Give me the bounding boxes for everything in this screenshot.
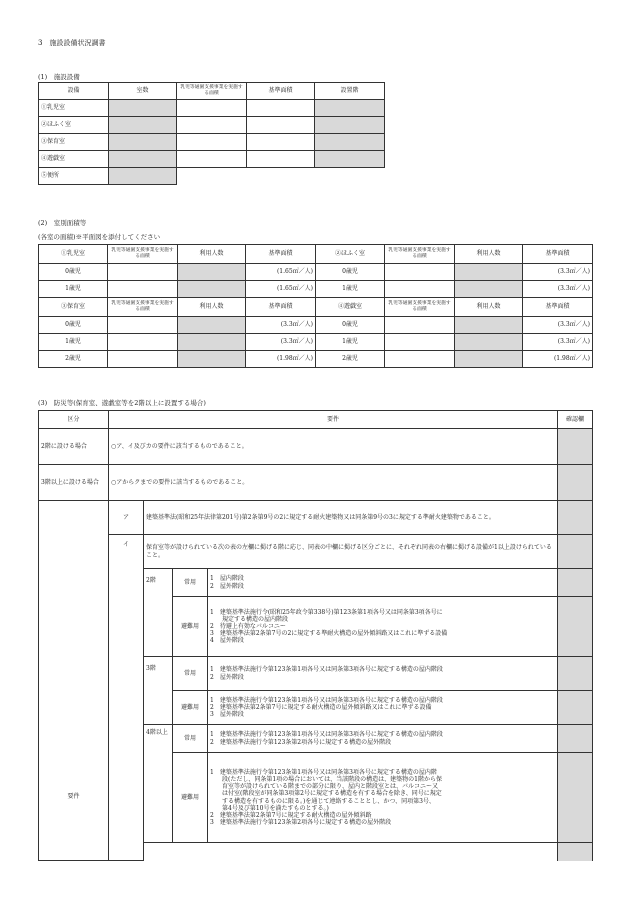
standard-value: (3.3㎡／人) [523,334,593,351]
facility-name: ③保育室 [39,134,109,151]
item-a-text: 建築基準法(昭和25年法律第201号)第2条第9号の2に規定する耐火建築物又は同条第9号の3に規定する準耐火建築物であること。 [144,501,558,535]
room-label-crawling: ②ほふく室 [316,245,385,264]
support-area-cell [177,151,247,168]
floor-cell [315,100,385,117]
header-check: 確認欄 [558,411,593,429]
section-1-heading: (1) 施設設備 [38,73,80,81]
room-label-playroom: ④遊戯室 [316,298,385,317]
room-area-table [38,244,593,368]
room-count-cell [109,117,177,134]
facility-table [38,82,385,185]
usage-label: 避難用 [173,753,208,843]
floor2-evacuation-list: 1 建築基準法施行令(昭和25年政令第338号)第123条第1項各号又は同条第3項各号に 規定する構造の屋内階段 2 待避上有効なバルコニー 3 建築基準法第2条第7号の2に規定する準耐火構造の屋外傾斜路又はこれに準ずる設備 4 屋外階段 [208,597,558,657]
floor3-evacuation-list: 1 建築基準法施行令第123条第1項各号又は同条第3項各号に規定する構造の屋内階段 2 建築基準法第2条第7号に規定する耐火構造の屋外傾斜路又はこれに準ずる設備 3 屋外階段 [208,691,558,725]
header-support-area: 乳児等通園支援事業を実施する面積 [177,83,247,100]
section-2-note: (各室の面積)※平面図を添付してください [38,233,161,241]
disaster-table [38,410,593,861]
standard-value: (1.98㎡／人) [246,351,316,368]
floor-label-4: 4階以上 [144,725,173,843]
usage-label: 常用 [173,725,208,753]
header-floor: 設置階 [315,83,385,100]
room-count-cell [109,100,177,117]
header-equipment: 設備 [39,83,109,100]
check-cell [558,569,593,597]
floor3-requirement: ○アからクまでの要件に該当するものであること。 [109,465,558,501]
room-count-cell [109,134,177,151]
age-label: 1歳児 [316,281,385,298]
item-i-text: 保育室等が設けられている次の表の左欄に掲げる階に応じ、同表の中欄に掲げる区分ごとに、それぞれ同表の右欄に掲げる設備が1以上設けられていること。 [144,535,558,569]
support-area-cell [177,134,247,151]
floor-cell [315,117,385,134]
floor2-label: 2階に設ける場合 [39,429,109,465]
standard-area-cell [247,100,315,117]
header-users: 利用人数 [178,298,246,317]
age-label: 1歳児 [39,334,108,351]
check-cell [558,597,593,657]
support-area-cell [177,100,247,117]
facility-name: ⑤便所 [39,168,109,185]
age-label: 2歳児 [316,351,385,368]
usage-label: 常用 [173,657,208,691]
check-cell [558,725,593,753]
item-a-mark: ア [109,501,144,535]
facility-name: ①乳児室 [39,100,109,117]
standard-value: (3.3㎡／人) [523,317,593,334]
age-label: 0歳児 [316,317,385,334]
header-category: 区分 [39,411,109,429]
check-cell [558,429,593,465]
check-cell [558,691,593,725]
check-cell [558,843,593,861]
check-cell [558,501,593,535]
check-cell [558,465,593,501]
room-count-cell [109,151,177,168]
section-2-heading: (2) 室別面積等 [38,219,87,227]
facility-name: ②ほふく室 [39,117,109,134]
standard-value: (1.98㎡／人) [523,351,593,368]
usage-label: 常用 [173,569,208,597]
facility-name: ④遊戯室 [39,151,109,168]
age-label: 0歳児 [39,317,108,334]
usage-label: 避難用 [173,691,208,725]
header-support-area: 乳児等通園支援事業を実施する面積 [108,298,178,317]
floor-cell [315,151,385,168]
floor4-evacuation-list: 1 建築基準法施行令第123条第1項各号又は同条第3項各号に規定する構造の屋内階 段(ただし、同条第1項の場合においては、当該階段の構造は、建築物の1階から保 育室等が設けられている階までの部分に限り、屋内と階段室とは、バルコニー又 は付室(階段室が同条第3項第2号に規定する構造を有する場合を除き、同号に規定 する構造を有するものに限る。)を通じて連絡することとし、かつ、同項第3号、 第4号及び第10号を満たすものとする。) 2 建築基準法第2条第7号に規定する耐火構造の屋外傾斜路 3 建築基準法施行令第123条第2項各号に規定する構造の屋外階段 [208,753,558,843]
requirement-label: 要件 [39,501,109,861]
header-standard-area: 基準面積 [523,298,593,317]
header-standard-area: 基準面積 [247,83,315,100]
standard-value: (3.3㎡／人) [246,317,316,334]
age-label: 0歳児 [316,264,385,281]
header-standard-area: 基準面積 [246,245,316,264]
header-support-area: 乳児等通園支援事業を実施する面積 [385,245,455,264]
room-label-nursery: ③保育室 [39,298,108,317]
standard-area-cell [247,134,315,151]
header-requirement: 要件 [109,411,558,429]
standard-area-cell [247,117,315,134]
header-support-area: 乳児等通園支援事業を実施する面積 [385,298,455,317]
age-label: 1歳児 [316,334,385,351]
standard-value: (3.3㎡／人) [523,281,593,298]
floor4-regular-list: 1 建築基準法施行令第123条第1項各号又は同条第3項各号に規定する構造の屋内階段 2 建築基準法施行令第123条第2項各号に規定する構造の屋外階段 [208,725,558,753]
header-users: 利用人数 [455,245,523,264]
header-standard-area: 基準面積 [246,298,316,317]
age-label: 2歳児 [39,351,108,368]
floor2-requirement: ○ア、イ及びカの要件に該当するものであること。 [109,429,558,465]
standard-area-cell [247,151,315,168]
check-cell [558,657,593,691]
standard-value: (1.65㎡／人) [246,264,316,281]
check-cell [558,753,593,843]
room-count-cell [109,168,177,185]
age-label: 0歳児 [39,264,108,281]
standard-value: (1.65㎡／人) [246,281,316,298]
standard-value: (3.3㎡／人) [246,334,316,351]
floor2-regular-list: 1 屋内階段 2 屋外階段 [208,569,558,597]
support-area-cell [177,117,247,134]
item-i-mark: イ [109,535,144,861]
floor-cell [315,134,385,151]
header-users: 利用人数 [455,298,523,317]
room-label-infant: ①乳児室 [39,245,108,264]
document-title: 3 施設設備状況調書 [38,39,106,47]
age-label: 1歳児 [39,281,108,298]
usage-label: 避難用 [173,597,208,657]
header-standard-area: 基準面積 [523,245,593,264]
standard-value: (3.3㎡／人) [523,264,593,281]
floor3-label: 3階以上に設ける場合 [39,465,109,501]
floor3-regular-list: 1 建築基準法施行令第123条第1項各号又は同条第3項各号に規定する構造の屋内階段 2 屋外階段 [208,657,558,691]
check-cell [558,535,593,569]
section-3-heading: (3) 防災等(保育室、遊戯室等を2階以上に設置する場合) [38,399,206,407]
floor-label-3: 3階 [144,657,173,725]
header-room-count: 室数 [109,83,177,100]
floor-label-2: 2階 [144,569,173,657]
header-users: 利用人数 [178,245,246,264]
header-support-area: 乳児等通園支援事業を実施する面積 [108,245,178,264]
